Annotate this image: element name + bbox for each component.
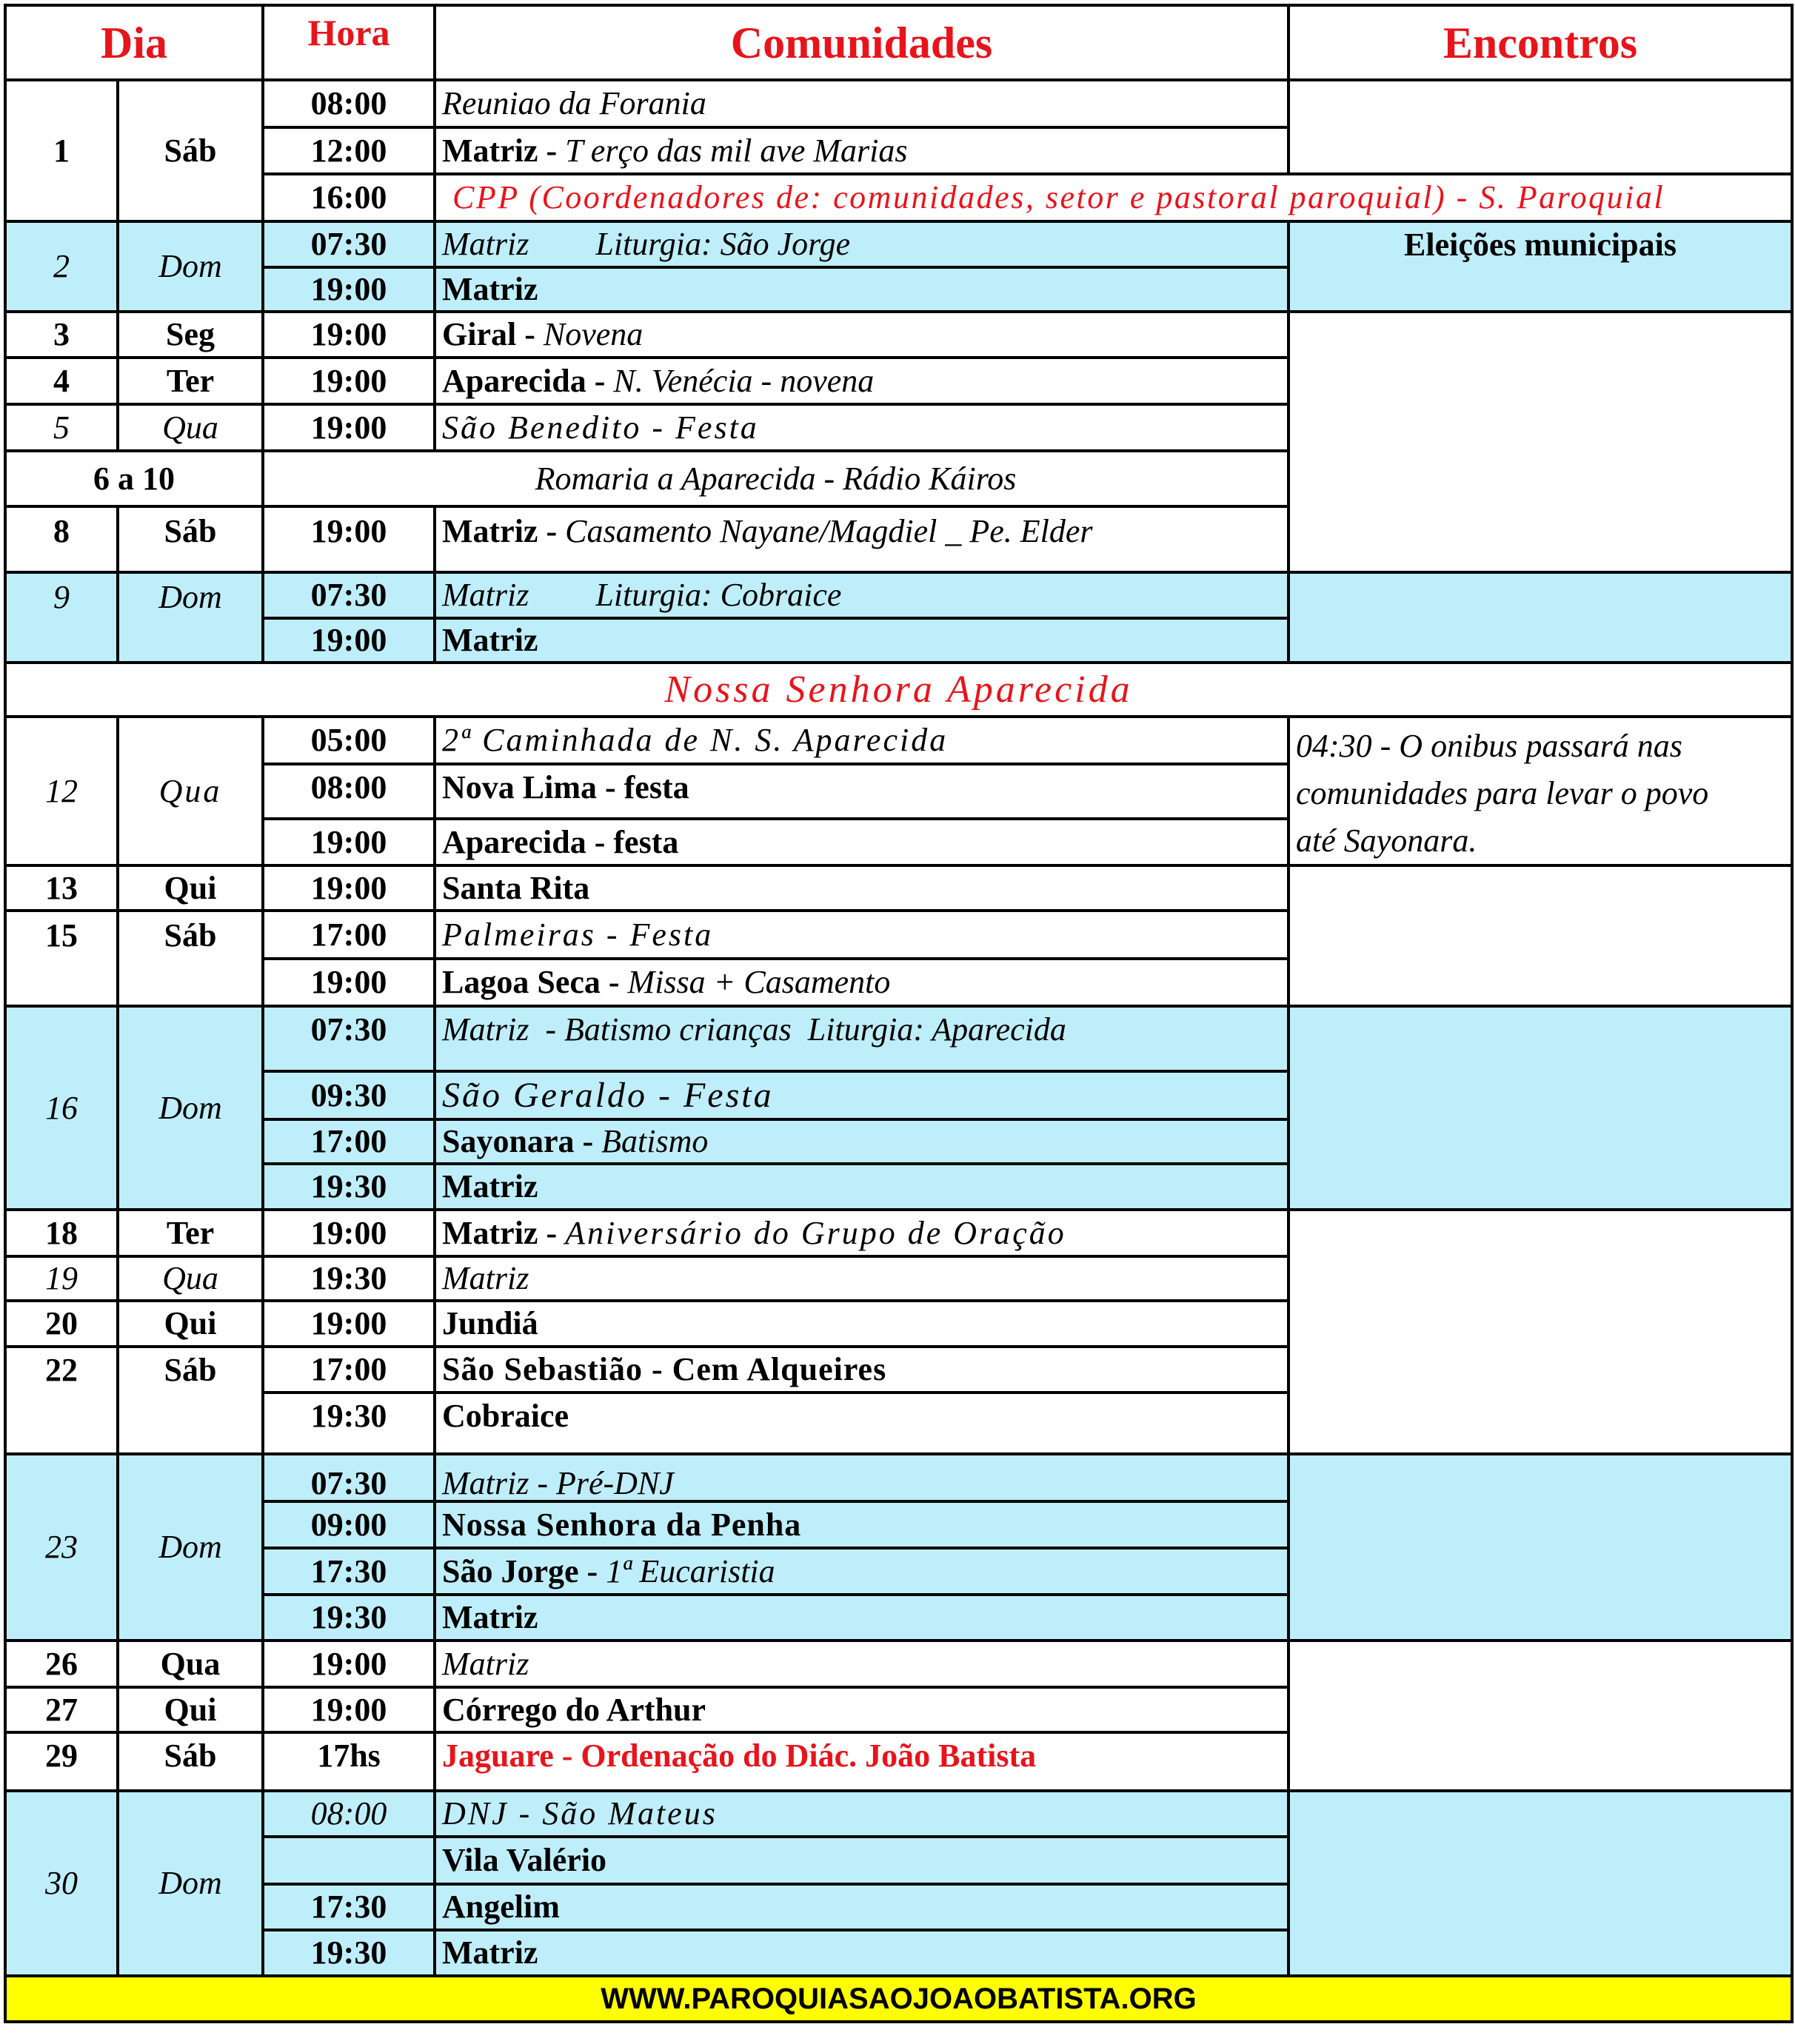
event-cell: São Sebastião - Cem Alqueires xyxy=(435,1347,1288,1393)
day-number: 23 xyxy=(5,1454,118,1641)
time-cell: 08:00 xyxy=(263,1791,435,1837)
event-place: Sayonara xyxy=(442,1123,575,1160)
event-place: Aparecida xyxy=(442,362,586,399)
header-dia: Dia xyxy=(5,5,263,80)
table-row xyxy=(5,1006,1792,1071)
table-row xyxy=(5,1791,1792,1837)
event-sep: - xyxy=(538,513,566,549)
encontros-cell xyxy=(1288,312,1792,572)
encontros-cell xyxy=(1288,572,1792,663)
day-weekday: Dom xyxy=(118,1791,263,1976)
time-cell: 09:30 xyxy=(263,1071,435,1119)
event-cell xyxy=(435,221,1288,267)
time-cell: 08:00 xyxy=(263,80,435,127)
event-cell xyxy=(435,1548,1288,1595)
event-place: Matriz xyxy=(442,1214,538,1251)
event-detail: 1ª Eucaristia xyxy=(606,1552,775,1589)
website-link[interactable]: WWW.PAROQUIASAOJOAOBATISTA.ORG xyxy=(5,1976,1792,2022)
time-cell: 19:00 xyxy=(263,959,435,1006)
time-cell: 19:00 xyxy=(263,819,435,866)
table-row xyxy=(5,312,1792,358)
day-number: 30 xyxy=(5,1791,118,1976)
day-number: 4 xyxy=(5,358,118,404)
event-cell: Matriz xyxy=(435,267,1288,312)
time-cell: 19:30 xyxy=(263,1393,435,1454)
event-place: Lagoa Seca xyxy=(442,964,601,1001)
day-number: 9 xyxy=(5,572,118,663)
day-number: 8 xyxy=(5,506,118,572)
event-cell: Reuniao da Forania xyxy=(435,80,1288,127)
event-cell xyxy=(435,959,1288,1006)
day-weekday: Qua xyxy=(118,404,263,451)
section-banner-row xyxy=(5,663,1792,717)
event-sep: - xyxy=(516,316,544,352)
day-number: 3 xyxy=(5,312,118,358)
event-sep: - xyxy=(586,362,614,399)
encontros-cell: Eleições municipais xyxy=(1288,221,1792,312)
day-number: 27 xyxy=(5,1687,118,1732)
encontros-note xyxy=(1288,717,1792,865)
day-weekday: Qui xyxy=(118,865,263,911)
time-cell: 19:00 xyxy=(263,267,435,312)
event-detail: Missa + Casamento xyxy=(627,964,891,1001)
event-cell xyxy=(435,506,1288,572)
time-cell: 07:30 xyxy=(263,221,435,267)
encontros-cell xyxy=(1288,1210,1792,1454)
day-weekday: Sáb xyxy=(118,911,263,1006)
day-weekday: Dom xyxy=(118,1006,263,1210)
table-row xyxy=(5,80,1792,127)
header-encontros: Encontros xyxy=(1288,5,1792,80)
header-comunidades: Comunidades xyxy=(435,5,1288,80)
event-cell xyxy=(435,312,1288,358)
day-number: 15 xyxy=(5,911,118,1006)
event-cell: Nossa Senhora da Penha xyxy=(435,1501,1288,1548)
event-cell: Matriz xyxy=(435,1256,1288,1301)
event-cell: Nova Lima - festa xyxy=(435,764,1288,819)
time-cell: 16:00 xyxy=(263,174,435,221)
day-number: 5 xyxy=(5,404,118,451)
note-line: até Sayonara. xyxy=(1296,822,1477,859)
day-weekday: Qui xyxy=(118,1687,263,1732)
event-cell: CPP (Coordenadores de: comunidades, setor e pastoral paroquial) - S. Paroquial xyxy=(435,174,1792,221)
event-place: Matriz xyxy=(442,513,538,549)
event-cell: Palmeiras - Festa xyxy=(435,911,1288,959)
event-place: Matriz xyxy=(442,132,538,169)
time-cell: 19:00 xyxy=(263,506,435,572)
day-weekday: Dom xyxy=(118,572,263,663)
time-cell: 19:30 xyxy=(263,1256,435,1301)
time-cell: 17:30 xyxy=(263,1884,435,1930)
time-cell: 19:30 xyxy=(263,1164,435,1210)
table-row xyxy=(5,865,1792,911)
day-weekday: Dom xyxy=(118,221,263,312)
event-cell: Córrego do Arthur xyxy=(435,1687,1288,1732)
event-cell: Angelim xyxy=(435,1884,1288,1930)
time-cell: 19:00 xyxy=(263,358,435,404)
day-number: 22 xyxy=(5,1347,118,1454)
table-row xyxy=(5,717,1792,764)
day-number: 19 xyxy=(5,1256,118,1301)
time-cell: 19:00 xyxy=(263,404,435,451)
day-number: 1 xyxy=(5,80,118,221)
day-number: 29 xyxy=(5,1732,118,1791)
note-line: 04:30 - O onibus passará nas xyxy=(1296,728,1682,764)
event-detail: Batismo xyxy=(601,1123,709,1160)
time-cell: 19:30 xyxy=(263,1595,435,1641)
day-weekday: Qua xyxy=(118,1641,263,1687)
event-detail: N. Venécia - novena xyxy=(613,362,875,399)
event-sep: - xyxy=(578,1552,606,1589)
event-cell: Matriz xyxy=(435,1595,1288,1641)
day-weekday: Sáb xyxy=(118,80,263,221)
day-number: 2 xyxy=(5,221,118,312)
day-weekday: Ter xyxy=(118,358,263,404)
day-weekday: Qua xyxy=(118,1256,263,1301)
event-cell: Matriz xyxy=(435,618,1288,663)
time-cell: 05:00 xyxy=(263,717,435,764)
day-range: 6 a 10 xyxy=(5,451,263,506)
time-cell: 12:00 xyxy=(263,127,435,174)
event-cell: Romaria a Aparecida - Rádio Káiros xyxy=(263,451,1288,506)
event-cell: Matriz xyxy=(435,1930,1288,1976)
day-number: 16 xyxy=(5,1006,118,1210)
header-hora: Hora xyxy=(263,5,435,80)
event-place: Matriz xyxy=(442,577,529,613)
event-cell: Cobraice xyxy=(435,1393,1288,1454)
time-cell: 19:30 xyxy=(263,1930,435,1976)
day-number: 12 xyxy=(5,717,118,865)
event-cell: Jundiá xyxy=(435,1301,1288,1347)
time-cell: 07:30 xyxy=(263,1006,435,1071)
time-cell: 19:00 xyxy=(263,1210,435,1256)
time-cell: 07:30 xyxy=(263,1454,435,1501)
event-cell: DNJ - São Mateus xyxy=(435,1791,1288,1837)
event-sep: - xyxy=(538,132,566,169)
event-cell xyxy=(435,572,1288,618)
event-detail: Novena xyxy=(543,316,644,352)
day-weekday: Dom xyxy=(118,1454,263,1641)
day-weekday: Ter xyxy=(118,1210,263,1256)
time-cell: 19:00 xyxy=(263,312,435,358)
encontros-cell xyxy=(1288,80,1792,174)
event-detail: Aniversário do Grupo de Oração xyxy=(565,1214,1066,1251)
time-cell: 19:00 xyxy=(263,865,435,911)
event-sep: - xyxy=(574,1123,602,1160)
time-cell: 19:00 xyxy=(263,618,435,663)
event-cell: Matriz xyxy=(435,1164,1288,1210)
day-weekday: Qui xyxy=(118,1301,263,1347)
event-liturgy: Liturgia: São Jorge xyxy=(595,226,851,262)
table-row xyxy=(5,1454,1792,1501)
event-detail: Casamento Nayane/Magdiel _ Pe. Elder xyxy=(565,513,1093,549)
time-cell: 17:30 xyxy=(263,1548,435,1595)
footer-row xyxy=(5,1976,1792,2022)
day-weekday: Sáb xyxy=(118,1347,263,1454)
encontros-cell xyxy=(1288,1454,1792,1641)
event-cell: Matriz - Pré-DNJ xyxy=(435,1454,1288,1501)
day-weekday: Sáb xyxy=(118,506,263,572)
day-weekday: Qua xyxy=(118,717,263,865)
table-row xyxy=(5,572,1792,618)
time-cell: 07:30 xyxy=(263,572,435,618)
event-cell: Vila Valério xyxy=(435,1837,1288,1884)
event-place: Matriz xyxy=(442,226,529,262)
event-cell: São Benedito - Festa xyxy=(435,404,1288,451)
event-cell: Matriz xyxy=(435,1641,1288,1687)
time-cell: 08:00 xyxy=(263,764,435,819)
day-number: 13 xyxy=(5,865,118,911)
event-cell: Aparecida - festa xyxy=(435,819,1288,866)
event-liturgy: Liturgia: Cobraice xyxy=(595,577,842,613)
event-sep: - xyxy=(538,1214,566,1251)
note-line: comunidades para levar o povo xyxy=(1296,774,1709,811)
event-cell: São Geraldo - Festa xyxy=(435,1071,1288,1119)
event-place: São Jorge xyxy=(442,1552,579,1589)
day-number: 26 xyxy=(5,1641,118,1687)
time-cell: 17:00 xyxy=(263,1347,435,1393)
event-cell xyxy=(435,1210,1288,1256)
header-row xyxy=(5,5,1792,80)
encontros-cell xyxy=(1288,865,1792,1006)
time-cell: 17:00 xyxy=(263,911,435,959)
event-cell xyxy=(435,127,1288,174)
day-number: 18 xyxy=(5,1210,118,1256)
table-row xyxy=(5,221,1792,267)
event-cell xyxy=(435,358,1288,404)
event-place: Giral xyxy=(442,316,517,352)
time-cell: 17hs xyxy=(263,1732,435,1791)
encontros-cell xyxy=(1288,1006,1792,1210)
section-banner: Nossa Senhora Aparecida xyxy=(5,663,1792,717)
encontros-cell xyxy=(1288,1641,1792,1791)
event-cell: 2ª Caminhada de N. S. Aparecida xyxy=(435,717,1288,764)
time-cell: 19:00 xyxy=(263,1687,435,1732)
event-cell: Jaguare - Ordenação do Diác. João Batista xyxy=(435,1732,1288,1791)
encontros-cell xyxy=(1288,1791,1792,1976)
table-row xyxy=(5,1641,1792,1687)
time-cell: 09:00 xyxy=(263,1501,435,1548)
day-weekday: Seg xyxy=(118,312,263,358)
table-row xyxy=(5,1210,1792,1256)
day-weekday: Sáb xyxy=(118,1732,263,1791)
event-sep: - xyxy=(600,964,628,1001)
table-row xyxy=(5,174,1792,221)
event-cell: Matriz - Batismo crianças Liturgia: Aparecida xyxy=(435,1006,1288,1071)
time-cell: 19:00 xyxy=(263,1301,435,1347)
calendar-table xyxy=(4,4,1794,2023)
event-detail: T erço das mil ave Marias xyxy=(565,132,908,169)
time-cell: 19:00 xyxy=(263,1641,435,1687)
event-cell: Santa Rita xyxy=(435,865,1288,911)
event-cell xyxy=(435,1119,1288,1164)
day-number: 20 xyxy=(5,1301,118,1347)
time-cell: 17:00 xyxy=(263,1119,435,1164)
time-cell xyxy=(263,1837,435,1884)
